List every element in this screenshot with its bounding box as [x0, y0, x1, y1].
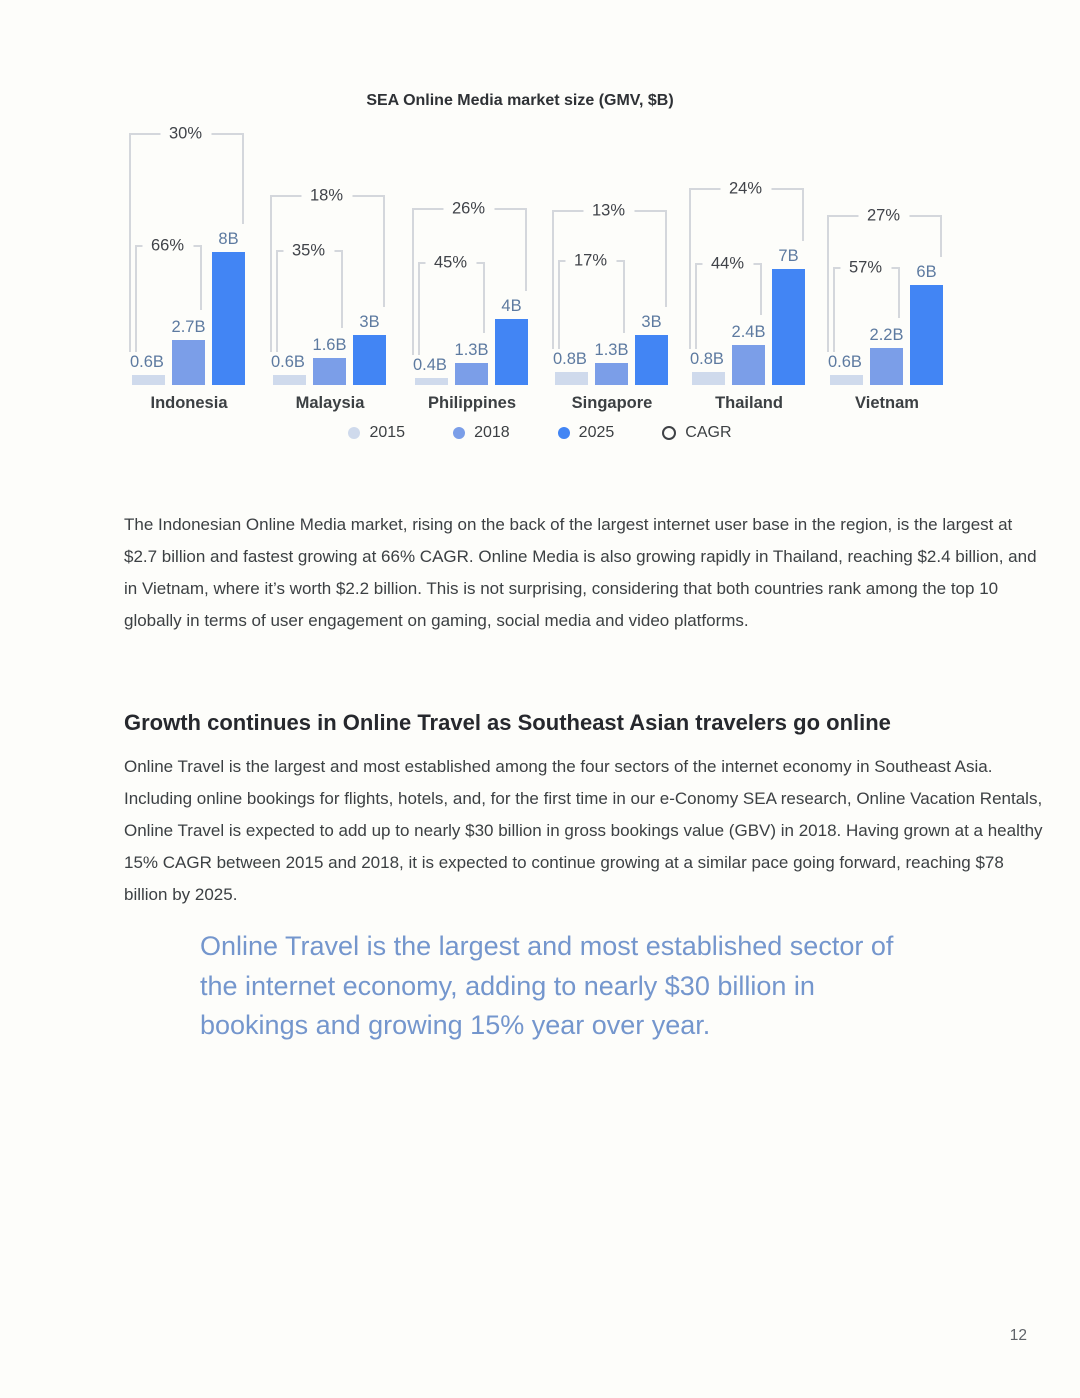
- country-label-singapore: Singapore: [571, 394, 653, 412]
- bracket-vietnam-2015-2025-label: 27%: [858, 207, 909, 226]
- bar-2025-indonesia: [212, 252, 245, 385]
- legend-item-2015: [348, 424, 405, 442]
- value-label-2018-philippines: 1.3B: [454, 341, 489, 359]
- bracket-vietnam-2015-2025-left: [827, 215, 829, 352]
- legend-swatch-2018: [453, 427, 465, 439]
- bracket-thailand-2015-2025-right: [802, 188, 804, 241]
- country-label-malaysia: Malaysia: [295, 394, 365, 412]
- bar-2018-thailand: [732, 345, 765, 385]
- legend-swatch-cagr: [662, 426, 676, 440]
- online-media-chart: [0, 118, 1080, 418]
- legend-swatch-2025: [558, 427, 570, 439]
- bracket-philippines-2015-2018-left: [418, 262, 420, 355]
- bracket-malaysia-2015-2025-label: 18%: [301, 187, 352, 206]
- bar-2025-thailand: [772, 269, 805, 385]
- bracket-singapore-2015-2018-left: [558, 260, 560, 349]
- chart-title: SEA Online Media market size (GMV, $B): [366, 92, 674, 109]
- bracket-singapore-2015-2025-right: [665, 210, 667, 307]
- value-label-2025-philippines: 4B: [501, 297, 522, 315]
- bracket-philippines-2015-2018-right: [483, 262, 485, 333]
- country-label-philippines: Philippines: [427, 394, 516, 412]
- legend-item-cagr: [662, 424, 731, 442]
- legend-label-2025: 2025: [578, 424, 615, 441]
- value-label-2025-indonesia: 8B: [218, 230, 239, 248]
- bracket-thailand-2015-2025-left: [689, 188, 691, 349]
- value-label-2018-malaysia: 1.6B: [312, 336, 347, 354]
- chart-legend: [0, 424, 1080, 442]
- bracket-singapore-2015-2025-left: [552, 210, 554, 349]
- bar-2018-indonesia: [172, 340, 205, 385]
- bracket-indonesia-2015-2025-label: 30%: [160, 125, 211, 144]
- bar-2025-malaysia: [353, 335, 386, 385]
- bar-2018-singapore: [595, 363, 628, 385]
- value-label-2025-malaysia: 3B: [359, 313, 380, 331]
- value-label-2015-indonesia: 0.6B: [130, 353, 164, 371]
- bracket-philippines-2015-2025-right: [525, 208, 527, 291]
- bracket-malaysia-2015-2018-right: [341, 250, 343, 328]
- bracket-singapore-2015-2018-right: [623, 260, 625, 333]
- value-label-2015-malaysia: 0.6B: [271, 353, 305, 371]
- bar-2018-vietnam: [870, 348, 903, 385]
- bracket-indonesia-2015-2018-left: [135, 245, 137, 352]
- page-number: 12: [1009, 1327, 1027, 1344]
- bracket-indonesia-2015-2025-right: [242, 133, 244, 224]
- bar-2018-philippines: [455, 363, 488, 385]
- bracket-philippines-2015-2018-label: 45%: [425, 254, 476, 273]
- bracket-thailand-2015-2018-left: [695, 263, 697, 349]
- value-label-2018-vietnam: 2.2B: [869, 326, 904, 344]
- country-label-vietnam: Vietnam: [855, 394, 919, 412]
- legend-item-2018: [453, 424, 510, 442]
- value-label-2015-vietnam: 0.6B: [828, 353, 862, 371]
- value-label-2018-singapore: 1.3B: [594, 341, 629, 359]
- value-label-2015-singapore: 0.8B: [553, 350, 587, 368]
- bracket-vietnam-2015-2018-right: [898, 267, 900, 318]
- value-label-2018-thailand: 2.4B: [731, 323, 766, 341]
- legend-label-cagr: CAGR: [685, 424, 732, 441]
- bracket-philippines-2015-2025-label: 26%: [443, 200, 494, 219]
- bar-2015-philippines: [415, 378, 448, 385]
- bracket-philippines-2015-2025-left: [412, 208, 414, 355]
- bar-2015-thailand: [692, 372, 725, 385]
- country-label-thailand: Thailand: [715, 394, 783, 412]
- value-label-2015-philippines: 0.4B: [413, 356, 447, 374]
- bracket-singapore-2015-2025-label: 13%: [583, 202, 634, 221]
- bracket-thailand-2015-2025-label: 24%: [720, 180, 771, 199]
- value-label-2018-indonesia: 2.7B: [171, 318, 206, 336]
- bracket-malaysia-2015-2018-left: [276, 250, 278, 352]
- bar-2015-malaysia: [273, 375, 306, 385]
- paragraph-online-travel: Online Travel is the largest and most established among the four sectors of the internet economy in Southeast Asia. Including online bookings for flights, hotels, and, for the first time in our e-Conomy SEA research, Online Vacation Rentals, Online Travel is expected to add up to nearly $30 billion in gross bookings value (GBV) in 2018. Having grown at a healthy 15% CAGR between 2015 and 2018, it is expected to continue growing at a similar pace going forward, reaching $78 billion by 2025.: [124, 757, 1043, 904]
- bar-2015-vietnam: [830, 375, 863, 385]
- value-label-2025-thailand: 7B: [778, 247, 799, 265]
- legend-label-2015: 2015: [369, 424, 406, 441]
- bar-2018-malaysia: [313, 358, 346, 385]
- legend-swatch-2015: [348, 427, 360, 439]
- bracket-malaysia-2015-2025-left: [270, 195, 272, 352]
- value-label-2015-thailand: 0.8B: [690, 350, 724, 368]
- bracket-malaysia-2015-2018-label: 35%: [283, 242, 334, 261]
- legend-item-2025: [558, 424, 615, 442]
- bar-2025-vietnam: [910, 285, 943, 385]
- bar-2015-indonesia: [132, 375, 165, 385]
- legend-label-2018: 2018: [474, 424, 510, 441]
- bracket-singapore-2015-2018-label: 17%: [565, 252, 616, 271]
- bracket-vietnam-2015-2018-left: [833, 267, 835, 352]
- bracket-thailand-2015-2018-label: 44%: [702, 255, 753, 274]
- country-label-indonesia: Indonesia: [150, 394, 228, 412]
- section-heading-online-travel: Growth continues in Online Travel as Southeast Asian travelers go online: [124, 710, 891, 736]
- paragraph-online-media: The Indonesian Online Media market, rising on the back of the largest internet user base in the region, is the largest at $2.7 billion and fastest growing at 66% CAGR. Online Media is also growing rapidly in Thailand, reaching $2.4 billion, and in Vietnam, where it’s worth $2.2 billion. This is not surprising, considering that both countries rank among the top 10 globally in terms of user engagement on gaming, social media and video platforms.: [124, 515, 1037, 630]
- bar-2015-singapore: [555, 372, 588, 385]
- value-label-2025-singapore: 3B: [641, 313, 662, 331]
- bracket-vietnam-2015-2025-right: [940, 215, 942, 257]
- pull-quote-online-travel: Online Travel is the largest and most established sector of the internet economy, adding to nearly $30 billion in bookings and growing 15% year over year.: [200, 931, 894, 1040]
- bracket-thailand-2015-2018-right: [760, 263, 762, 315]
- value-label-2025-vietnam: 6B: [916, 263, 937, 281]
- bracket-indonesia-2015-2018-right: [200, 245, 202, 310]
- bracket-malaysia-2015-2025-right: [383, 195, 385, 307]
- bar-2025-philippines: [495, 319, 528, 385]
- bracket-indonesia-2015-2018-label: 66%: [142, 237, 193, 256]
- bar-2025-singapore: [635, 335, 668, 385]
- bracket-vietnam-2015-2018-label: 57%: [840, 259, 891, 278]
- bracket-indonesia-2015-2025-left: [129, 133, 131, 352]
